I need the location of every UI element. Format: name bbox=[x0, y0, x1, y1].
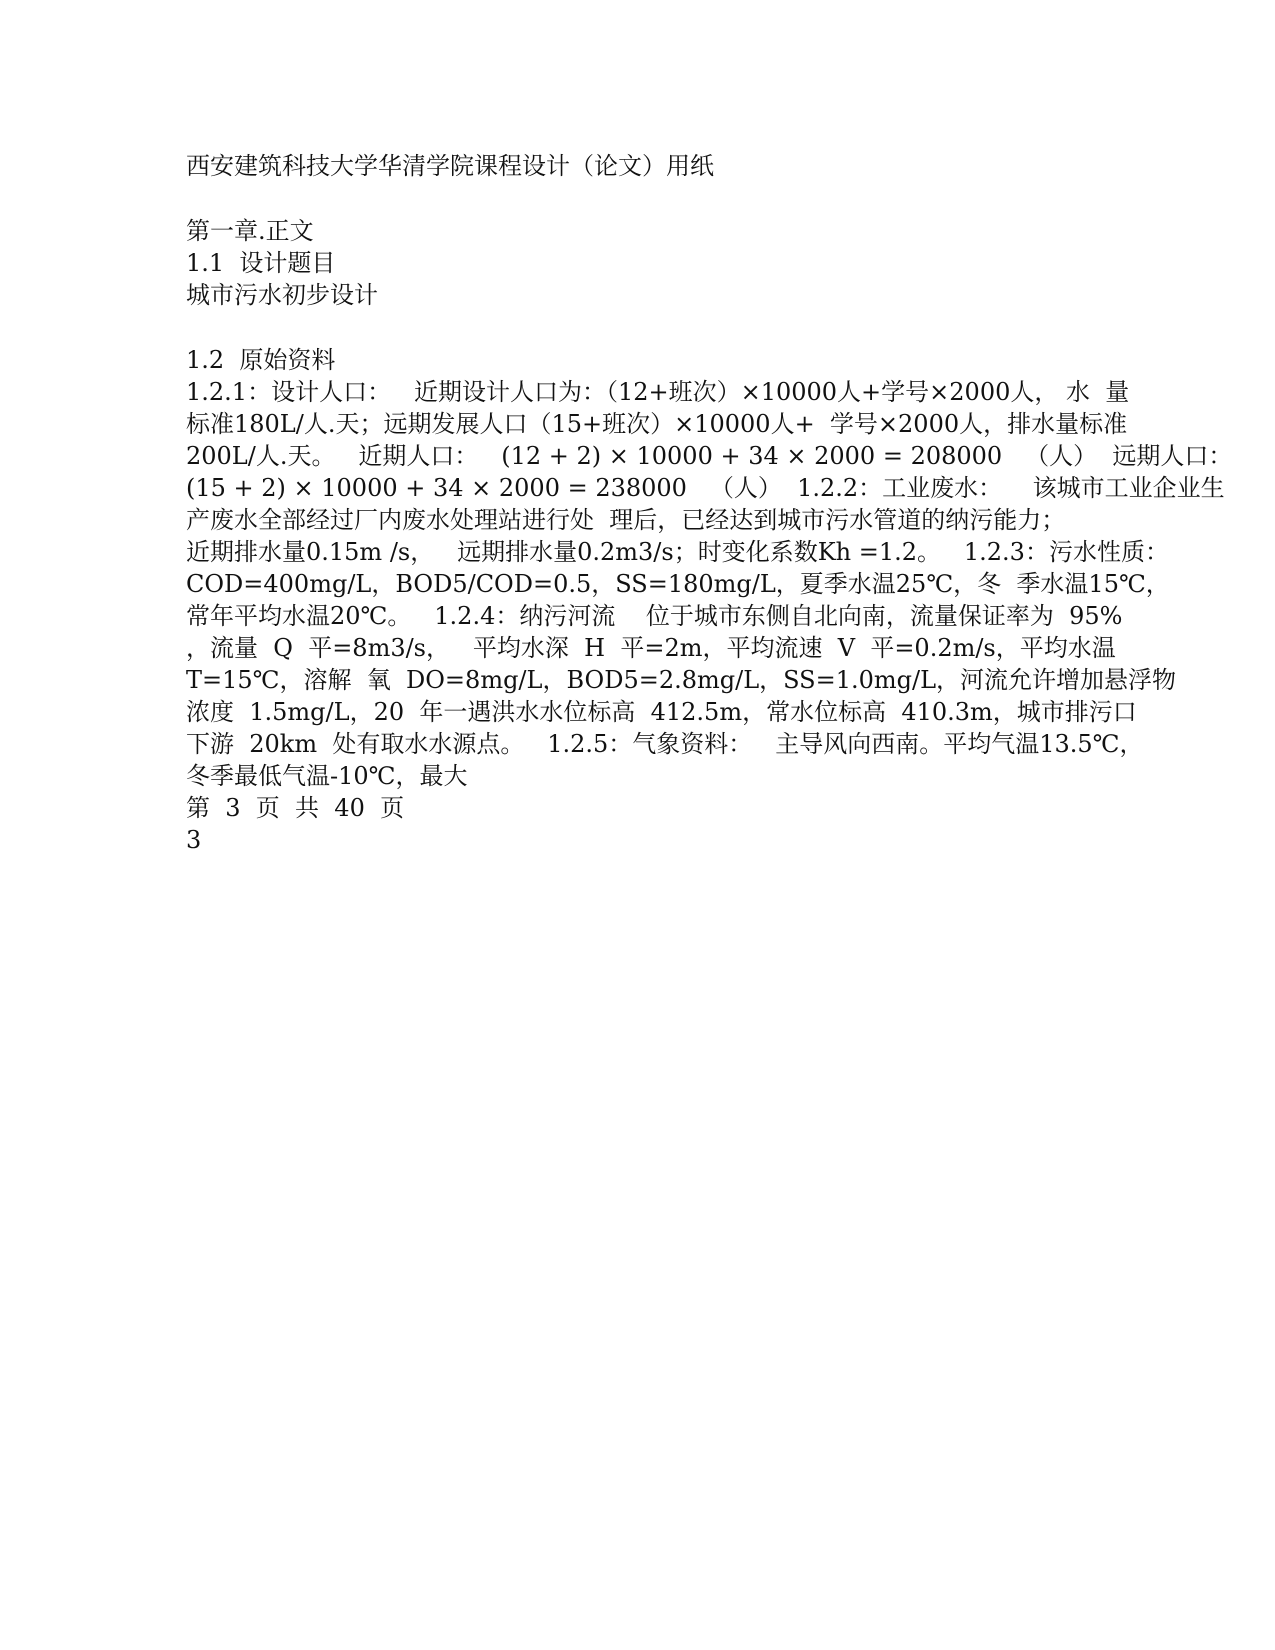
section-1-2-heading: 1.2 原始资料 bbox=[186, 346, 336, 374]
chapter-title: 第一章.正文 bbox=[186, 217, 314, 245]
body-line: 1.2.1：设计人口： 近期设计人口为：（12+班次）×10000人+学号×2000人， 水 量 bbox=[186, 378, 1130, 406]
body-line: 近期排水量0.15m /s， 远期排水量0.2m3/s；时变化系数Kh =1.2。 1.2.3：污水性质： bbox=[186, 538, 1169, 566]
body-line: COD=400mg/L，BOD5/COD=0.5，SS=180mg/L，夏季水温25℃，冬 季水温15℃， bbox=[186, 570, 1170, 598]
document-body bbox=[186, 150, 1233, 856]
page-footer-info: 第 3 页 共 40 页 bbox=[186, 794, 405, 822]
page-number: 3 bbox=[186, 826, 202, 854]
section-1-1-heading: 1.1 设计题目 bbox=[186, 249, 336, 277]
spacer bbox=[186, 182, 1216, 215]
body-line: 冬季最低气温-10℃，最大 bbox=[186, 762, 468, 790]
body-line: 产废水全部经过厂内废水处理站进行处 理后，已经达到城市污水管道的纳污能力； bbox=[186, 506, 1066, 534]
body-line: 下游 20km 处有取水水源点。 1.2.5：气象资料： 主导风向西南。平均气温13.5℃， bbox=[186, 730, 1144, 758]
body-line: 标准180L/人.天；远期发展人口（15+班次）×10000人+ 学号×2000人，排水量标准 bbox=[186, 410, 1128, 438]
section-1-1-text: 城市污水初步设计 bbox=[186, 281, 378, 309]
body-line: 常年平均水温20℃。 1.2.4：纳污河流 位于城市东侧自北向南，流量保证率为 95% bbox=[186, 602, 1123, 630]
section-1-2-body bbox=[186, 376, 1233, 792]
body-line: ，流量 Q 平=8m3/s， 平均水深 H 平=2m，平均流速 V 平=0.2m/s，平均水温 bbox=[186, 634, 1116, 662]
body-line: 200L/人.天。 近期人口： (12 + 2) × 10000 + 34 × 2000 = 208000 （人） 远期人口： bbox=[186, 442, 1233, 470]
page-header-title: 西安建筑科技大学华清学院课程设计（论文）用纸 bbox=[186, 152, 714, 180]
body-line: (15 + 2) × 10000 + 34 × 2000 = 238000 （人） 1.2.2：工业废水： 该城市工业企业生 bbox=[186, 474, 1225, 502]
spacer bbox=[186, 311, 1216, 344]
body-line: T=15℃，溶解 氧 DO=8mg/L，BOD5=2.8mg/L，SS=1.0mg/L，河流允许增加悬浮物 bbox=[186, 666, 1177, 694]
body-line: 浓度 1.5mg/L，20 年一遇洪水水位标高 412.5m，常水位标高 410.3m，城市排污口 bbox=[186, 698, 1137, 726]
